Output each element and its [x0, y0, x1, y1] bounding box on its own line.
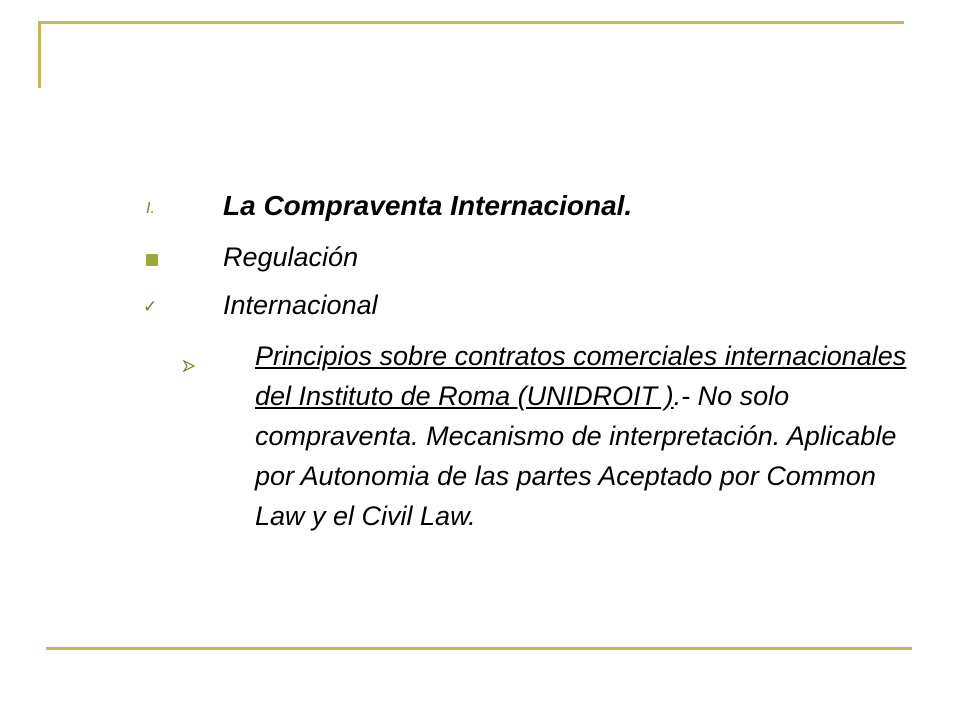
square-bullet-icon: [146, 254, 158, 266]
level3-paragraph: [255, 336, 930, 536]
arrow-bullet-icon: [183, 348, 195, 360]
unidroit-link[interactable]: Principios sobre contratos comerciales internacionales del Instituto de Roma (UNIDROIT ): [255, 341, 907, 411]
roman-numeral-marker: I.: [146, 200, 155, 217]
level3-rest-text: .- No solo compraventa. Mecanismo de interpretación. Aplicable por Autonomia de las partes Aceptado por Common Law y el Civil Law.: [255, 381, 897, 531]
slide-heading: La Compraventa Internacional.: [223, 190, 633, 221]
checkmark-bullet-icon: ✓: [143, 297, 158, 316]
level2-item: Internacional: [223, 290, 378, 320]
level1-item: Regulación: [223, 242, 359, 272]
